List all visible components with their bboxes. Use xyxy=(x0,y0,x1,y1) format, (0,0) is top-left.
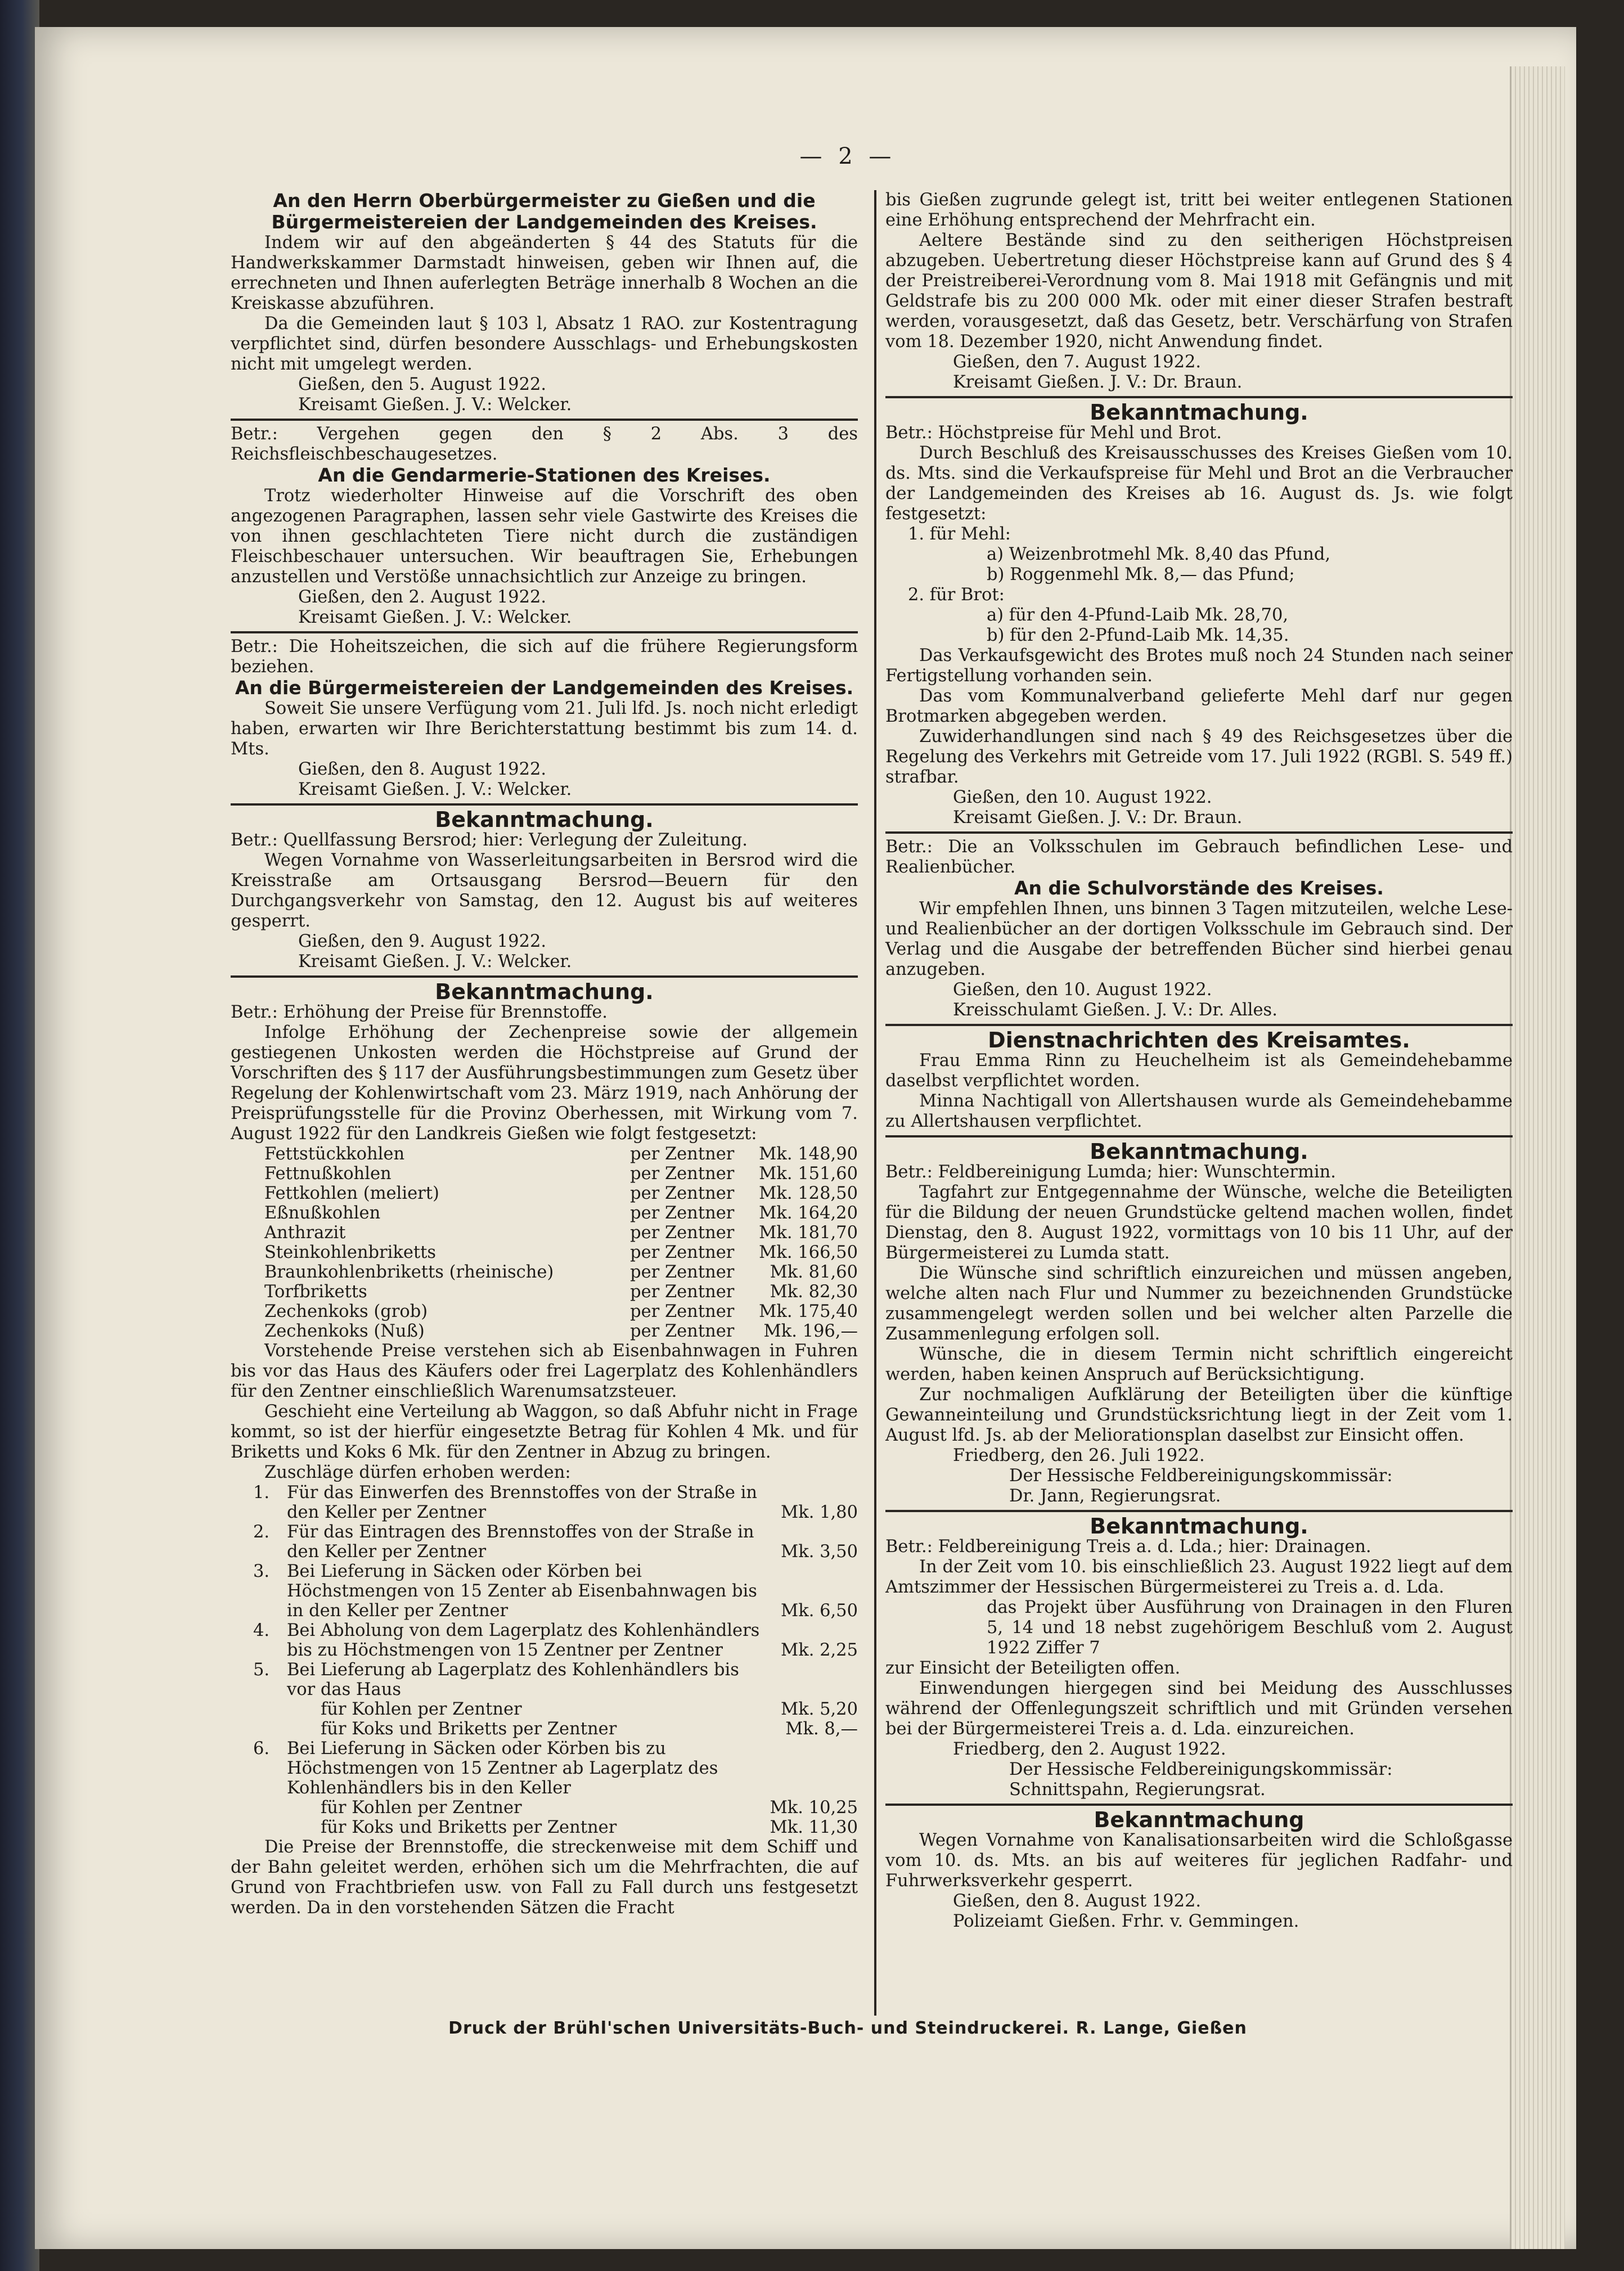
surcharge-text: für Kohlen per Zentner xyxy=(321,1699,522,1719)
fuel-price: Mk. 166,50 xyxy=(759,1243,858,1262)
surcharge-text: Für das Eintragen des Brennstoffes von der Straße in den Keller per Zentner xyxy=(287,1522,754,1562)
notice-date: Gießen, den 7. August 1922. xyxy=(953,352,1202,372)
table-row xyxy=(231,1282,858,1302)
table-row xyxy=(231,1243,858,1262)
right-column xyxy=(885,190,1513,1932)
surcharge-text: für Kohlen per Zentner xyxy=(321,1798,522,1818)
printer-imprint: Druck der Brühl'schen Universitäts-Buch- und Steindruckerei. R. Lange, Gießen xyxy=(448,2018,1247,2038)
notice-text: Die Preise der Brennstoffe, die streckenweise mit dem Schiff und der Bahn geleitet werden, erhöhen sich um die Mehrfrachten, die auf Grund von Frachtbriefen usw. von Fall zu Fall durch uns festgesetzt werden. Da in den vorstehenden Sätzen die Fracht xyxy=(231,1837,858,1918)
surcharge-price: Mk. 2,25 xyxy=(780,1640,858,1660)
notice-date: Gießen, den 5. August 1922. xyxy=(298,375,547,394)
table-row xyxy=(231,1262,858,1282)
surcharge-text: Bei Abholung von dem Lagerplatz des Kohlenhändlers bis zu Höchstmengen von 15 Zentner per Zentner xyxy=(287,1621,760,1660)
table-row xyxy=(231,1321,858,1341)
notice-date: Friedberg, den 2. August 1922. xyxy=(953,1739,1226,1759)
notice-date: Gießen, den 10. August 1922. xyxy=(953,980,1212,1000)
notice-text: bis Gießen zugrunde gelegt ist, tritt bei weiter entlegenen Stationen eine Erhöhung entsprechend der Mehrfracht ein. xyxy=(885,190,1513,230)
fuel-price: Mk. 81,60 xyxy=(770,1262,858,1282)
fuel-unit: per Zentner xyxy=(630,1184,735,1203)
notice-signature: Polizeiamt Gießen. Frhr. v. Gemmingen. xyxy=(953,1912,1299,1931)
surcharge-number xyxy=(231,1719,287,1739)
notice-feldbereinigung-lumda xyxy=(885,1141,1513,1506)
surcharge-price: Mk. 3,50 xyxy=(780,1542,858,1562)
notice-hoheitszeichen xyxy=(231,637,858,800)
notice-text: Aeltere Bestände sind zu den seitherigen Höchstpreisen abzugeben. Uebertretung dieser Höchstpreise kann auf Grund des § 4 der Preistreiberei-Verordnung vom 8. Mai 1918 mit Gefängnis und mit Geldstrafe bis zu 200 000 Mk. oder mit einer dieser Strafen bestraft werden, vorausgesetzt, daß das Gesetz, betr. Verschärfung von Strafen vom 18. Dezember 1920, nicht Anwendung findet. xyxy=(885,231,1513,352)
surcharge-text: für Koks und Briketts per Zentner xyxy=(321,1719,617,1739)
notice-text: Einwendungen hiergegen sind bei Meidung des Ausschlusses während der Offenlegungszeit schriftlich und mit Gründen versehen bei der Bürgermeisterei Treis a. d. Lda. einzureichen. xyxy=(885,1679,1513,1739)
fuel-unit: per Zentner xyxy=(630,1321,735,1341)
notice-signature: Kreisamt Gießen. J. V.: Dr. Braun. xyxy=(953,372,1243,392)
notice-heading: Bekanntmachung. xyxy=(1090,400,1308,425)
notice-text: Geschieht eine Verteilung ab Waggon, so daß Abfuhr nicht in Frage kommt, so ist der hierfür eingesetzte Betrag für Kohlen 4 Mk. und für Briketts und Koks 6 Mk. für den Zentner in Abzug zu bringen. xyxy=(231,1402,858,1462)
notice-text: Das Verkaufsgewicht des Brotes muß noch 24 Stunden nach seiner Fertigstellung vorhanden sein. xyxy=(885,646,1513,686)
notice-signature-name: Dr. Jann, Regierungsrat. xyxy=(1009,1486,1221,1506)
notice-text: Zur nochmaligen Aufklärung der Beteiligten über die künftige Gewanneinteilung und Grundstücksrichtung liegt in der Zeit vom 1. August lfd. Js. ab der Meliorationsplan daselbst zur Einsicht offen. xyxy=(885,1385,1513,1445)
fuel-name: Zechenkoks (Nuß) xyxy=(264,1321,425,1341)
table-row xyxy=(231,1798,858,1818)
fuel-unit: per Zentner xyxy=(630,1262,735,1282)
notice-heading: Bekanntmachung. xyxy=(435,807,654,832)
section-rule xyxy=(231,803,858,806)
table-row xyxy=(231,1699,858,1719)
fuel-unit: per Zentner xyxy=(630,1282,735,1302)
surcharge-number: 2. xyxy=(253,1522,270,1542)
notice-text: Tagfahrt zur Entgegennahme der Wünsche, welche die Beteiligten für die Bildung der neuen Grundstücke geltend machen wollen, findet Dienstag, den 8. August 1922, vormittags von 10 bis 11 Uhr, auf der Bürgermeisterei zu Lumda statt. xyxy=(885,1182,1513,1263)
notice-subject: Betr.: Erhöhung der Preise für Brennstoffe. xyxy=(231,1002,608,1022)
price-item: b) Roggenmehl Mk. 8,— das Pfund; xyxy=(987,565,1295,584)
fuel-unit: per Zentner xyxy=(630,1302,735,1321)
fuel-name: Braunkohlenbriketts (rheinische) xyxy=(264,1262,554,1282)
fuel-price: Mk. 148,90 xyxy=(759,1144,858,1164)
notice-text: Infolge Erhöhung der Zechenpreise sowie der allgemein gestiegenen Unkosten werden die Höchstpreise auf Grund der Vorschriften des § 117 der Ausführungsbestimmungen zum Gesetz über Regelung der Kohlenwirtschaft vom 23. März 1919, nach Anhörung der Preisprüfungsstelle für die Provinz Oberhessen, mit Wirkung vom 7. August 1922 für den Landkreis Gießen wie folgt festgesetzt: xyxy=(231,1023,858,1144)
surcharge-number xyxy=(231,1699,287,1719)
price-item: a) Weizenbrotmehl Mk. 8,40 das Pfund, xyxy=(987,545,1331,564)
notice-text: Trotz wiederholter Hinweise auf die Vorschrift des oben angezogenen Paragraphen, lassen sehr viele Gastwirte des Kreises die von ihnen geschlachteten Tiere nicht durch die zuständigen Fleischbeschauer untersuchen. Wir beauftragen Sie, Erhebungen anzustellen und Verstöße unnachsichtlich zur Anzeige zu bringen. xyxy=(231,486,858,587)
notice-heading: An die Schulvorstände des Kreises. xyxy=(1014,877,1384,899)
notice-signature: Kreisamt Gießen. J. V.: Welcker. xyxy=(298,608,572,627)
notice-text: Indem wir auf den abgeänderten § 44 des Statuts für die Handwerkskammer Darmstadt hinweisen, geben wir Ihnen auf, die errechneten und Ihnen auferlegten Beträge innerhalb 8 Wochen an die Kreiskasse abzuführen. xyxy=(231,233,858,313)
notice-handwerkskammer xyxy=(231,190,858,415)
fuel-unit: per Zentner xyxy=(630,1243,735,1262)
table-row xyxy=(231,1144,858,1164)
notice-quellfassung xyxy=(231,809,858,972)
notice-heading: An die Bürgermeistereien der Landgemeinden des Kreises. xyxy=(235,677,854,699)
notice-heading: Dienstnachrichten des Kreisamtes. xyxy=(988,1028,1410,1053)
notice-brennstoffe-continued xyxy=(885,190,1513,393)
price-group-label: 1. für Mehl: xyxy=(908,524,1011,544)
surcharge-text: Bei Lieferung in Säcken oder Körben bei Höchstmengen von 15 Zenter ab Eisenbahnwagen bis in den Keller per Zentner xyxy=(287,1562,757,1621)
notice-text: das Projekt über Ausführung von Drainagen in den Fluren 5, 14 und 18 nebst zugehörigem Beschluß vom 2. August 1922 Ziffer 7 xyxy=(987,1598,1513,1658)
book-binding xyxy=(0,0,39,2271)
table-row xyxy=(231,1522,858,1562)
surcharge-number: 5. xyxy=(253,1660,270,1680)
fuel-unit: per Zentner xyxy=(630,1144,735,1164)
page-content xyxy=(204,134,1513,2058)
price-item: b) für den 2-Pfund-Laib Mk. 14,35. xyxy=(987,626,1289,645)
table-row xyxy=(231,1719,858,1739)
table-row xyxy=(231,1223,858,1243)
price-group-label: 2. für Brot: xyxy=(908,585,1005,605)
section-rule xyxy=(885,396,1513,398)
notice-signature: Der Hessische Feldbereinigungskommissär: xyxy=(1009,1466,1393,1486)
table-row xyxy=(231,1562,858,1621)
fuel-name: Fettnußkohlen xyxy=(264,1164,392,1184)
notice-heading: Bekanntmachung. xyxy=(1090,1139,1308,1164)
table-row xyxy=(231,1483,858,1522)
notice-text: Vorstehende Preise verstehen sich ab Eisenbahnwagen in Fuhren bis vor das Haus des Käufers oder frei Lagerplatz des Kohlenhändlers für den Zentner einschließlich Warenumsatzsteuer. xyxy=(231,1341,858,1401)
table-row xyxy=(231,1164,858,1184)
notice-feldbereinigung-treis xyxy=(885,1516,1513,1800)
notice-signature-name: Schnittspahn, Regierungsrat. xyxy=(1009,1780,1266,1800)
fuel-name: Torfbriketts xyxy=(264,1282,367,1302)
surcharge-price: Mk. 8,— xyxy=(785,1719,858,1739)
section-rule xyxy=(885,1510,1513,1512)
surcharge-number: 3. xyxy=(253,1562,270,1581)
section-rule xyxy=(231,631,858,633)
surcharge-price: Mk. 1,80 xyxy=(780,1503,858,1522)
notice-date: Gießen, den 9. August 1922. xyxy=(298,932,547,951)
notice-fleischbeschau xyxy=(231,424,858,628)
price-item: a) für den 4-Pfund-Laib Mk. 28,70, xyxy=(987,605,1289,625)
section-rule xyxy=(885,1804,1513,1806)
table-row xyxy=(231,1302,858,1321)
notice-mehl-brot xyxy=(885,402,1513,828)
surcharge-price xyxy=(770,1739,858,1798)
fuel-price: Mk. 175,40 xyxy=(759,1302,858,1321)
fuel-name: Anthrazit xyxy=(264,1223,346,1243)
notice-signature: Kreisamt Gießen. J. V.: Welcker. xyxy=(298,952,572,972)
surcharge-price: Mk. 5,20 xyxy=(780,1699,858,1719)
section-rule xyxy=(885,1024,1513,1026)
notice-text: Das vom Kommunalverband gelieferte Mehl darf nur gegen Brotmarken abgegeben werden. xyxy=(885,686,1513,726)
notice-text: Wegen Vornahme von Kanalisationsarbeiten wird die Schloßgasse vom 10. ds. Mts. an bis auf weiteres für jeglichen Radfahr- und Fuhrwerksverkehr gesperrt. xyxy=(885,1831,1513,1891)
notice-brennstoffe xyxy=(231,981,858,1918)
table-row xyxy=(231,1184,858,1203)
notice-dienstnachrichten xyxy=(885,1029,1513,1132)
notice-heading: Bekanntmachung. xyxy=(1090,1514,1308,1539)
left-column xyxy=(231,190,858,1918)
notice-text: Zuschläge dürfen erhoben werden: xyxy=(264,1463,571,1482)
notice-date: Gießen, den 2. August 1922. xyxy=(298,587,547,607)
column-divider xyxy=(874,190,876,2016)
notice-text: Wünsche, die in diesem Termin nicht schriftlich eingereicht werden, haben keinen Anspruch auf Berücksichtigung. xyxy=(885,1344,1513,1384)
section-rule xyxy=(885,831,1513,834)
fuel-price: Mk. 151,60 xyxy=(759,1164,858,1184)
notice-signature: Kreisschulamt Gießen. J. V.: Dr. Alles. xyxy=(953,1000,1277,1020)
notice-kanalisation xyxy=(885,1809,1513,1932)
notice-date: Gießen, den 8. August 1922. xyxy=(953,1891,1202,1911)
notice-signature: Kreisamt Gießen. J. V.: Welcker. xyxy=(298,780,572,799)
page xyxy=(35,27,1576,2249)
surcharge-number xyxy=(231,1798,287,1818)
surcharge-number: 4. xyxy=(253,1621,270,1640)
notice-signature: Der Hessische Feldbereinigungskommissär: xyxy=(1009,1760,1393,1779)
notice-text: Frau Emma Rinn zu Heuchelheim ist als Gemeindehebamme daselbst verpflichtet worden. xyxy=(885,1051,1513,1091)
surcharge-number: 6. xyxy=(253,1739,270,1759)
notice-text: Durch Beschluß des Kreisausschusses des Kreises Gießen vom 10. ds. Mts. sind die Verkaufspreise für Mehl und Brot an die Verbraucher der Landgemeinden des Kreises ab 16. August ds. Js. wie folgt festgesetzt: xyxy=(885,443,1513,524)
fuel-price: Mk. 128,50 xyxy=(759,1184,858,1203)
notice-subject: Betr.: Die Hoheitszeichen, die sich auf die frühere Regierungsform beziehen. xyxy=(231,637,858,677)
fuel-name: Fettstückkohlen xyxy=(264,1144,405,1164)
notice-text: Da die Gemeinden laut § 103 l, Absatz 1 RAO. zur Kostentragung verpflichtet sind, dürfen besondere Ausschlags- und Erhebungskosten nicht mit umgelegt werden. xyxy=(231,314,858,374)
fuel-unit: per Zentner xyxy=(630,1223,735,1243)
notice-text: Wegen Vornahme von Wasserleitungsarbeiten in Bersrod wird die Kreisstraße am Ortsausgang Bersrod—Beuern für den Durchgangsverkehr von Samstag, den 12. August bis auf weiteres gesperrt. xyxy=(231,851,858,931)
notice-signature: Kreisamt Gießen. J. V.: Dr. Braun. xyxy=(953,808,1243,828)
table-row xyxy=(231,1203,858,1223)
notice-heading: Bekanntmachung. xyxy=(435,979,654,1004)
notice-signature: Kreisamt Gießen. J. V.: Welcker. xyxy=(298,395,572,415)
notice-subject: Betr.: Feldbereinigung Treis a. d. Lda.; hier: Drainagen. xyxy=(885,1537,1371,1557)
table-row xyxy=(231,1739,858,1798)
fuel-unit: per Zentner xyxy=(630,1203,735,1223)
surcharge-price xyxy=(770,1660,858,1699)
surcharge-number xyxy=(231,1818,287,1837)
surcharge-text: für Koks und Briketts per Zentner xyxy=(321,1818,617,1837)
table-row xyxy=(231,1818,858,1837)
section-rule xyxy=(231,975,858,978)
notice-text: Minna Nachtigall von Allertshausen wurde als Gemeindehebamme zu Allertshausen verpflichtet. xyxy=(885,1091,1513,1131)
fuel-price: Mk. 196,— xyxy=(763,1321,858,1341)
section-rule xyxy=(885,1135,1513,1137)
table-row xyxy=(231,1621,858,1660)
surcharge-number: 1. xyxy=(253,1483,270,1503)
notice-text: Die Wünsche sind schriftlich einzureichen und müssen angeben, welche alten nach Flur und Nummer zu bezeichnenden Grundstücke zusammengelegt werden sollen und bei welcher alten Parzelle die Zusammenlegung erfolgen soll. xyxy=(885,1263,1513,1344)
notice-text: In der Zeit vom 10. bis einschließlich 23. August 1922 liegt auf dem Amtszimmer der Hessischen Bürgermeisterei zu Treis a. d. Lda. xyxy=(885,1557,1513,1597)
table-row xyxy=(231,1660,858,1699)
surcharge-text: Bei Lieferung ab Lagerplatz des Kohlenhändlers bis vor das Haus xyxy=(287,1660,739,1699)
section-rule xyxy=(231,419,858,421)
surcharge-table xyxy=(231,1483,858,1837)
fuel-name: Eßnußkohlen xyxy=(264,1203,381,1223)
page-stack-edge xyxy=(1510,66,1565,2249)
fuel-price: Mk. 164,20 xyxy=(759,1203,858,1223)
fuel-price-table xyxy=(231,1144,858,1341)
fuel-unit: per Zentner xyxy=(630,1164,735,1184)
notice-date: Gießen, den 8. August 1922. xyxy=(298,759,547,779)
notice-heading: Bekanntmachung xyxy=(1094,1807,1304,1832)
fuel-name: Steinkohlenbriketts xyxy=(264,1243,437,1262)
surcharge-price: Mk. 10,25 xyxy=(770,1798,858,1818)
surcharge-text: Bei Lieferung in Säcken oder Körben bis zu Höchstmengen von 15 Zentner ab Lagerplatz des Kohlenhändlers bis in den Keller xyxy=(287,1739,718,1798)
notice-subject: Betr.: Die an Volksschulen im Gebrauch befindlichen Lese- und Realienbücher. xyxy=(885,837,1513,877)
fuel-price: Mk. 82,30 xyxy=(770,1282,858,1302)
fuel-name: Zechenkoks (grob) xyxy=(264,1302,428,1321)
notice-subject: Betr.: Höchstpreise für Mehl und Brot. xyxy=(885,423,1222,443)
notice-schulbuecher xyxy=(885,837,1513,1020)
notice-text: Soweit Sie unsere Verfügung vom 21. Juli lfd. Js. noch nicht erledigt haben, erwarten wir Ihre Berichterstattung bestimmt bis zum 14. d. Mts. xyxy=(231,699,858,759)
notice-subject: Betr.: Feldbereinigung Lumda; hier: Wunschtermin. xyxy=(885,1162,1336,1182)
notice-text: Zuwiderhandlungen sind nach § 49 des Reichsgesetzes über die Regelung des Verkehrs mit Getreide vom 17. Juli 1922 (RGBl. S. 549 ff.) strafbar. xyxy=(885,727,1513,787)
surcharge-price: Mk. 11,30 xyxy=(770,1818,858,1837)
notice-heading: An den Herrn Oberbürgermeister zu Gießen und die Bürgermeistereien der Landgemeinden des Kreises. xyxy=(271,190,817,233)
notice-heading: An die Gendarmerie-Stationen des Kreises. xyxy=(318,464,771,486)
notice-subject: Betr.: Vergehen gegen den § 2 Abs. 3 des Reichsfleischbeschaugesetzes. xyxy=(231,424,858,464)
notice-subject: Betr.: Quellfassung Bersrod; hier: Verlegung der Zuleitung. xyxy=(231,830,748,850)
surcharge-price: Mk. 6,50 xyxy=(780,1601,858,1621)
notice-date: Gießen, den 10. August 1922. xyxy=(953,788,1212,807)
fuel-price: Mk. 181,70 xyxy=(759,1223,858,1243)
page-number: — 2 — xyxy=(799,143,896,169)
notice-date: Friedberg, den 26. Juli 1922. xyxy=(953,1446,1205,1465)
notice-text: Wir empfehlen Ihnen, uns binnen 3 Tagen mitzuteilen, welche Lese- und Realienbücher an der dortigen Volksschule im Gebrauch sind. Der Verlag und die Ausgabe der betreffenden Bücher sind hierbei genau anzugeben. xyxy=(885,899,1513,979)
surcharge-text: Für das Einwerfen des Brennstoffes von der Straße in den Keller per Zentner xyxy=(287,1483,758,1522)
notice-text: zur Einsicht der Beteiligten offen. xyxy=(885,1658,1181,1678)
fuel-name: Fettkohlen (meliert) xyxy=(264,1184,439,1203)
